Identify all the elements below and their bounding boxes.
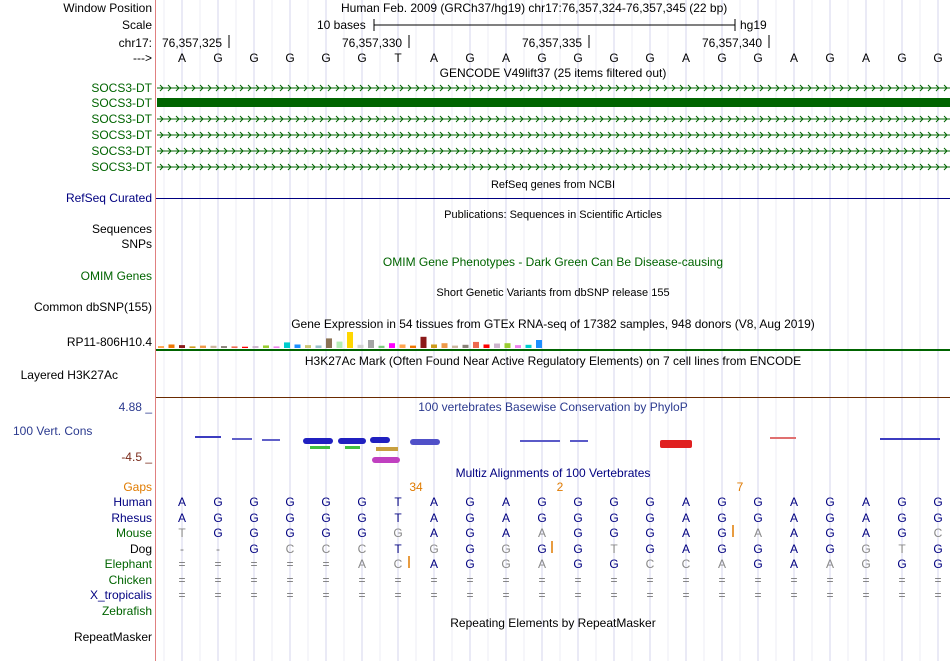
alignment-base: G [609,526,619,540]
refseq-gene-line[interactable] [156,198,950,199]
position-tick-2: 76,357,330 [342,36,403,50]
alignment-base: G [285,526,295,540]
alignment-base: G [321,495,331,509]
alignment-base: = [574,588,582,602]
alignment-base: G [933,495,943,509]
alignment-base: T [178,526,186,540]
alignment-base: = [646,588,654,602]
gtex-gene-line [156,349,950,351]
alignment-base: = [682,588,690,602]
gencode-track-title[interactable]: GENCODE V49lift37 (25 items filtered out) [439,66,667,80]
alignment-base: G [573,495,583,509]
alignment-base: G [897,557,907,571]
alignment-base: T [394,541,402,556]
alignment-base: C [933,526,943,540]
gap-count: 2 [556,480,564,494]
alignment-base: G [645,526,655,540]
alignment-base: = [250,557,258,571]
alignment-base: T [610,541,618,556]
alignment-base: G [645,495,655,509]
alignment-base: G [573,557,583,571]
alignment-base: A [429,495,438,509]
alignment-base: C [285,541,295,556]
alignment-base: A [429,526,438,540]
species-label[interactable]: Mouse [115,526,152,540]
base-letter[interactable]: G [213,51,223,65]
alignment-base: A [789,510,798,525]
alignment-base: A [681,510,690,525]
alignment-base: A [501,526,510,540]
alignment-base: = [646,572,654,587]
alignment-base: = [358,588,366,602]
alignment-base: = [934,572,942,587]
base-letter[interactable]: T [394,51,402,65]
gencode-item-label[interactable]: SOCS3-DT [91,96,152,110]
alignment-base: A [681,541,690,556]
omim-track-title[interactable]: OMIM Gene Phenotypes - Dark Green Can Be Disease-causing [382,255,724,269]
gencode-item-label[interactable]: SOCS3-DT [91,81,152,95]
alignment-base: C [645,557,655,571]
gtex-track-title[interactable]: Gene Expression in 54 tissues from GTEx RNA-seq of 17382 samples, 948 donors (V8, Aug 2019) [291,317,815,331]
alignment-base: A [789,495,798,509]
alignment-base: = [430,572,438,587]
strand-arrow-label: ---> [133,51,152,65]
alignment-base: = [862,572,870,587]
base-letter[interactable]: G [717,51,727,65]
alignment-base: A [537,526,546,540]
alignment-base: G [285,510,295,525]
alignment-base: G [465,510,475,525]
base-letter[interactable]: G [537,51,547,65]
alignment-base: A [753,526,762,540]
alignment-base: = [538,588,546,602]
alignment-base: A [429,557,438,571]
phylop-min-label: -4.5 _ [121,450,152,464]
position-tick-1: 76,357,325 [162,36,223,50]
alignment-base: G [609,495,619,509]
alignment-base: A [501,510,510,525]
alignment-base: = [430,588,438,602]
phylop-track-label[interactable]: 100 Vert. Cons [13,424,93,438]
alignment-base: A [717,557,726,571]
base-letter[interactable]: G [825,51,835,65]
alignment-base: - [216,541,220,556]
alignment-base: G [573,510,583,525]
base-letter[interactable]: G [609,51,619,65]
alignment-base: = [754,588,762,602]
alignment-base: G [825,495,835,509]
alignment-base: A [501,495,510,509]
alignment-base: = [538,572,546,587]
alignment-base: = [682,572,690,587]
alignment-base: G [717,541,727,556]
alignment-base: G [537,541,547,556]
base-letter[interactable]: A [861,51,870,65]
alignment-base: G [573,526,583,540]
alignment-base: A [177,495,186,509]
base-letter[interactable]: A [429,51,438,65]
alignment-base: = [790,588,798,602]
alignment-base: A [861,495,870,509]
alignment-base: G [645,510,655,525]
alignment-base: = [178,572,186,587]
alignment-base: A [789,526,798,540]
alignment-base: G [285,495,295,509]
alignment-base: A [177,510,186,525]
alignment-base: = [826,588,834,602]
base-letter[interactable]: G [933,51,943,65]
alignment-base: = [466,588,474,602]
alignment-base: G [825,541,835,556]
alignment-base: G [501,557,511,571]
alignment-base: G [465,541,475,556]
species-label[interactable]: Rhesus [111,510,152,525]
alignment-base: C [357,541,367,556]
alignment-base: A [789,557,798,571]
alignment-base: G [933,541,943,556]
alignment-base: G [753,557,763,571]
alignment-base: G [573,541,583,556]
phylop-track-title[interactable]: 100 vertebrates Basewise Conservation by PhyloP [418,400,688,414]
position-tick-3: 76,357,335 [522,36,583,50]
base-letter[interactable]: G [897,51,907,65]
alignment-base: A [789,541,798,556]
alignment-base: = [214,572,222,587]
alignment-base: G [501,541,511,556]
alignment-base: C [321,541,331,556]
h3k27ac-track-label[interactable]: Layered H3K27Ac [20,368,118,382]
gencode-item-label[interactable]: SOCS3-DT [91,128,152,142]
alignment-base: = [214,557,222,571]
gap-count: 7 [736,480,744,494]
gap-count: 34 [409,480,423,494]
alignment-base: G [357,495,367,509]
chrom-label: chr17: [118,36,152,50]
alignment-base: G [321,510,331,525]
alignment-base: G [825,526,835,540]
alignment-base: = [718,588,726,602]
alignment-base: = [898,572,906,587]
alignment-base: A [681,526,690,540]
position-tick-4: 76,357,340 [702,36,763,50]
alignment-base: = [754,572,762,587]
base-letter[interactable]: A [177,51,186,65]
repeatmasker-track-label[interactable]: RepeatMasker [73,630,152,644]
alignment-base: = [934,588,942,602]
alignment-base: G [897,510,907,525]
alignment-base: - [180,541,184,556]
alignment-base: A [681,495,690,509]
alignment-base: = [286,572,294,587]
alignment-base: = [322,572,330,587]
alignment-base: G [645,541,655,556]
base-letter[interactable]: G [645,51,655,65]
alignment-base: = [826,572,834,587]
alignment-base: G [609,510,619,525]
repeatmasker-track-title[interactable]: Repeating Elements by RepeatMasker [450,616,656,630]
alignment-base: G [357,526,367,540]
base-letter[interactable]: G [357,51,367,65]
alignment-base: = [250,588,258,602]
alignment-base: = [610,572,618,587]
omim-track-label[interactable]: OMIM Genes [80,269,152,283]
alignment-base: C [393,557,403,571]
base-letter[interactable]: A [501,51,510,65]
phylop-max-label: 4.88 _ [118,400,152,414]
gencode-item-label[interactable]: SOCS3-DT [91,160,152,174]
base-letter[interactable]: G [321,51,331,65]
alignment-base: G [393,526,403,540]
alignment-base: G [465,557,475,571]
alignment-base: = [250,572,258,587]
alignment-base: = [214,588,222,602]
scale-label: Scale [121,18,152,32]
gencode-item-label[interactable]: SOCS3-DT [91,112,152,126]
alignment-base: = [322,588,330,602]
alignment-base: A [537,557,546,571]
base-letter[interactable]: G [285,51,295,65]
alignment-base: A [861,510,870,525]
refseq-track-title[interactable]: RefSeq genes from NCBI [490,179,616,191]
alignment-base: = [358,572,366,587]
alignment-base: T [394,495,402,509]
publications-track-title[interactable]: Publications: Sequences in Scientific Articles [444,209,662,221]
alignment-base: G [825,510,835,525]
alignment-base: = [178,588,186,602]
dbsnp-track-title[interactable]: Short Genetic Variants from dbSNP release 155 [436,287,670,299]
dbsnp-track-label[interactable]: Common dbSNP(155) [33,300,152,314]
alignment-base: = [322,557,330,571]
alignment-base: G [753,541,763,556]
species-label[interactable]: Human [113,495,152,509]
alignment-base: G [213,526,223,540]
h3k27ac-track-title[interactable]: H3K27Ac Mark (Often Found Near Active Regulatory Elements) on 7 cell lines from ENCODE [304,354,802,368]
alignment-base: G [357,510,367,525]
gaps-label: Gaps [123,480,152,494]
base-letter[interactable]: G [573,51,583,65]
alignment-base: G [609,557,619,571]
h3k27ac-baseline [156,397,950,398]
scale-assembly: hg19 [740,18,767,32]
assembly-position-text: Human Feb. 2009 (GRCh37/hg19) chr17:76,357,324-76,357,345 (22 bp) [341,1,728,15]
alignment-base: = [718,572,726,587]
alignment-base: = [178,557,186,571]
alignment-base: G [717,526,727,540]
alignment-base: G [249,495,259,509]
alignment-base: = [574,572,582,587]
scale-text: 10 bases [317,18,366,32]
alignment-base: = [286,588,294,602]
alignment-base: T [898,541,906,556]
alignment-base: A [357,557,366,571]
alignment-base: = [502,572,510,587]
species-label[interactable]: X_tropicalis [89,588,152,602]
alignment-base: G [897,526,907,540]
alignment-base: A [861,526,870,540]
alignment-base: G [537,495,547,509]
refseq-track-label[interactable]: RefSeq Curated [65,191,152,205]
alignment-base: G [213,495,223,509]
alignment-base: = [862,588,870,602]
alignment-base: = [394,588,402,602]
species-label[interactable]: Elephant [104,557,152,571]
alignment-base: = [898,588,906,602]
publications-sequences-label[interactable]: Sequences [91,222,152,236]
alignment-base: G [933,510,943,525]
alignment-base: G [321,526,331,540]
alignment-base: T [394,510,402,525]
gencode-item-label[interactable]: SOCS3-DT [91,144,152,158]
alignment-base: G [537,510,547,525]
alignment-base: G [249,526,259,540]
base-letter[interactable]: A [789,51,798,65]
alignment-base: G [429,541,439,556]
base-letter[interactable]: G [465,51,475,65]
window-position-label: Window Position [63,1,152,15]
alignment-base: G [717,495,727,509]
alignment-base: G [861,541,871,556]
species-label[interactable]: Zebrafish [101,603,152,618]
alignment-base: A [429,510,438,525]
alignment-base: G [753,495,763,509]
alignment-base: G [249,541,259,556]
publications-snps-label[interactable]: SNPs [121,237,152,251]
base-letter[interactable]: G [249,51,259,65]
gtex-track-label[interactable]: RP11-806H10.4 [66,335,152,349]
alignment-base: G [465,526,475,540]
alignment-base: G [717,510,727,525]
alignment-base: C [681,557,691,571]
alignment-base: G [249,510,259,525]
species-label[interactable]: Chicken [108,572,152,587]
alignment-base: G [897,495,907,509]
alignment-base: A [825,557,834,571]
base-letter[interactable]: G [753,51,763,65]
species-label[interactable]: Dog [129,541,152,556]
alignment-base: = [394,572,402,587]
alignment-base: = [790,572,798,587]
alignment-base: G [213,510,223,525]
alignment-base: G [753,510,763,525]
alignment-base: = [286,557,294,571]
alignment-base: G [933,557,943,571]
alignment-base: G [861,557,871,571]
multiz-track-title[interactable]: Multiz Alignments of 100 Vertebrates [455,466,651,480]
alignment-base: = [502,588,510,602]
base-letter[interactable]: A [681,51,690,65]
alignment-base: = [466,572,474,587]
alignment-base: G [465,495,475,509]
alignment-base: = [610,588,618,602]
